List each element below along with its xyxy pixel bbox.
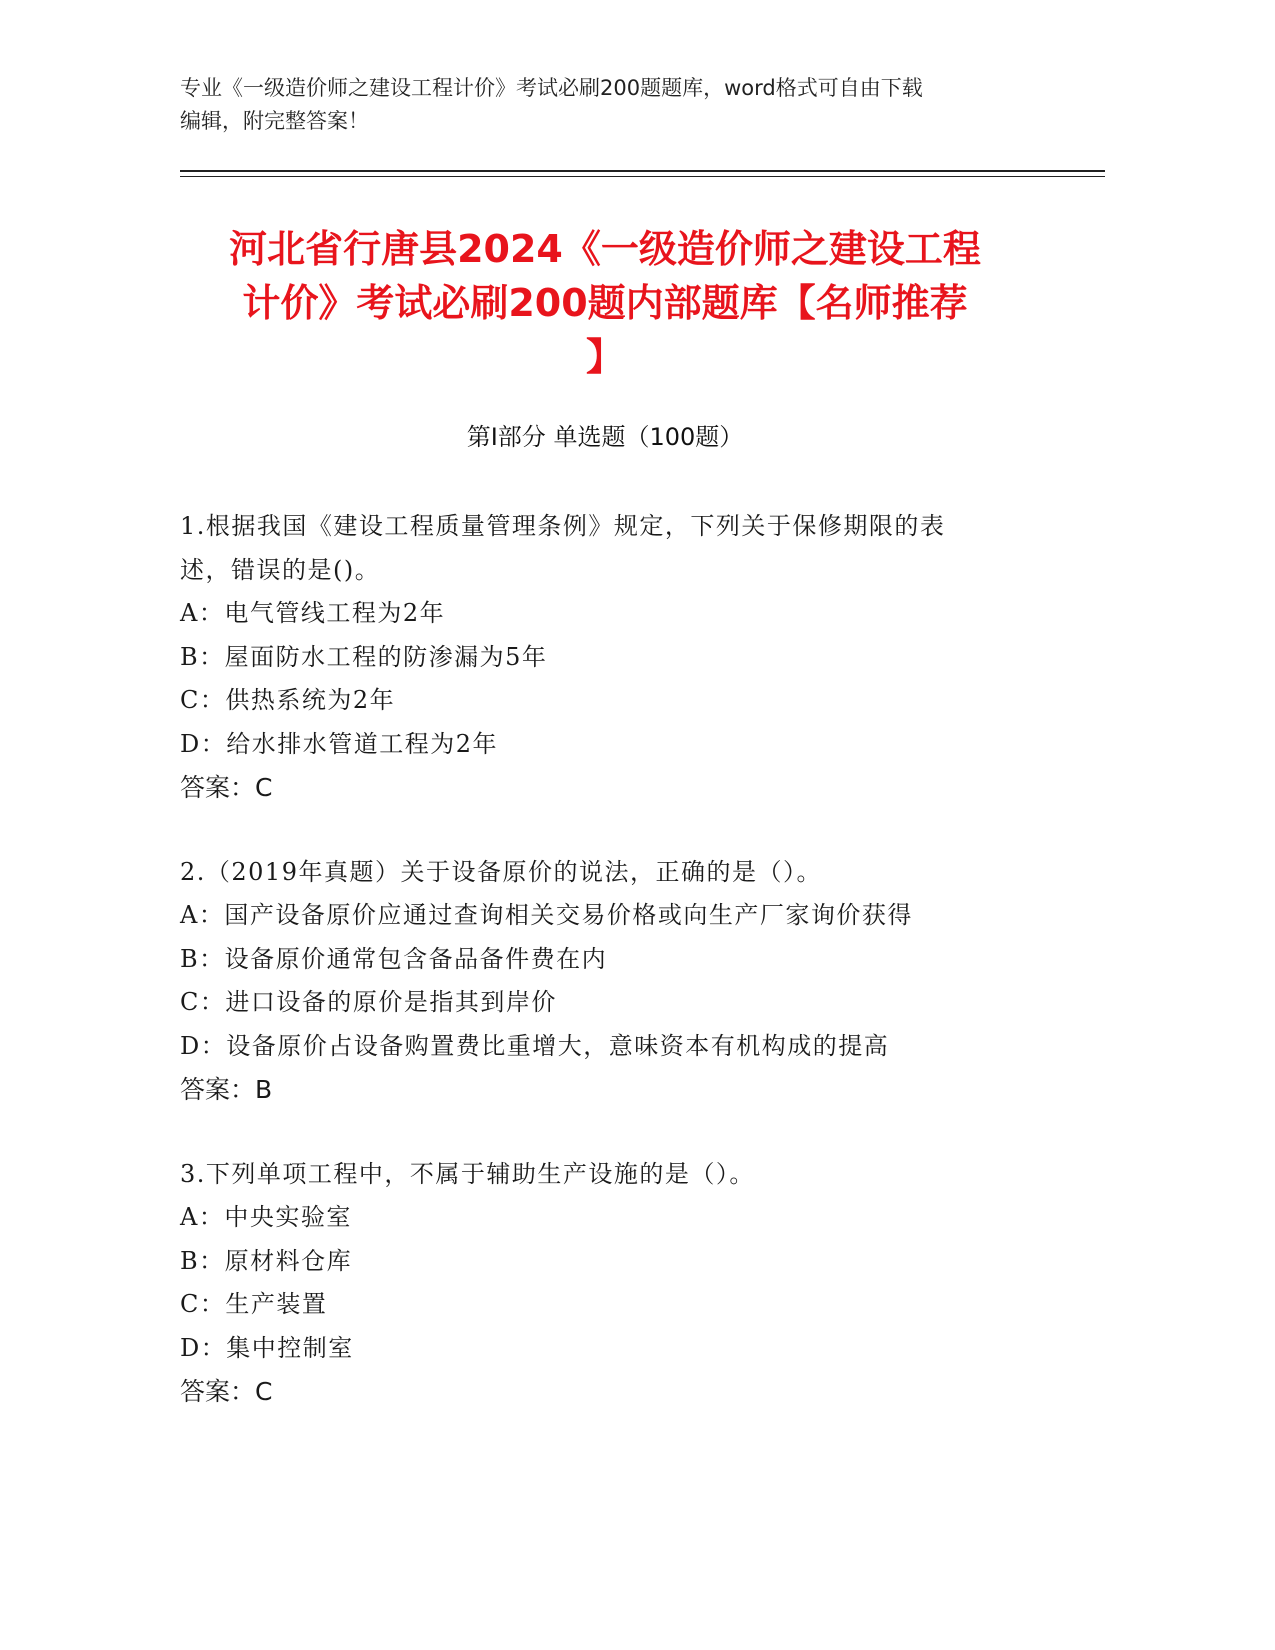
header-note-line: 专业《一级造价师之建设工程计价》考试必刷200题题库，word格式可自由下载 [180, 76, 923, 100]
question-list [180, 505, 1060, 1455]
document-title [160, 222, 1050, 384]
question-stem: 述，错误的是()。 [180, 555, 381, 584]
option-a: A：电气管线工程为2年 [180, 599, 446, 627]
option-d: D：集中控制室 [180, 1333, 354, 1362]
title-line: 河北省行唐县2024《一级造价师之建设工程 [229, 227, 981, 271]
question-item [180, 1153, 1060, 1414]
title-line: 计价》考试必刷200题内部题库【名师推荐 [242, 281, 968, 325]
option-c: C：生产装置 [180, 1290, 328, 1318]
question-stem: 3.下列单项工程中，不属于辅助生产设施的是（）。 [180, 1159, 755, 1188]
option-b: B：设备原价通常包含备品备件费在内 [180, 944, 608, 973]
option-c: C：供热系统为2年 [180, 686, 396, 714]
header-note [180, 72, 1060, 138]
option-b: B：原材料仓库 [180, 1246, 353, 1275]
header-note-line: 编辑，附完整答案！ [180, 109, 369, 133]
section-heading: 第Ⅰ部分 单选题（100题） [466, 423, 744, 451]
question-stem: 1.根据我国《建设工程质量管理条例》规定，下列关于保修期限的表 [180, 512, 946, 540]
question-item [180, 505, 1060, 810]
question-stem: 2.（2019年真题）关于设备原价的说法，正确的是（）。 [180, 857, 822, 886]
header-divider-thin [180, 176, 1105, 177]
option-b: B：屋面防水工程的防渗漏为5年 [180, 642, 548, 671]
option-c: C：进口设备的原价是指其到岸价 [180, 988, 557, 1016]
title-line: 】 [585, 335, 624, 379]
option-d: D：设备原价占设备购置费比重增大，意味资本有机构成的提高 [180, 1031, 890, 1060]
answer: 答案：C [180, 773, 273, 802]
option-a: A：国产设备原价应通过查询相关交易价格或向生产厂家询价获得 [180, 901, 913, 929]
option-a: A：中央实验室 [180, 1203, 352, 1231]
answer: 答案：B [180, 1075, 273, 1104]
answer: 答案：C [180, 1377, 273, 1406]
option-d: D：给水排水管道工程为2年 [180, 729, 499, 758]
question-item [180, 851, 1060, 1112]
header-divider [180, 170, 1105, 172]
